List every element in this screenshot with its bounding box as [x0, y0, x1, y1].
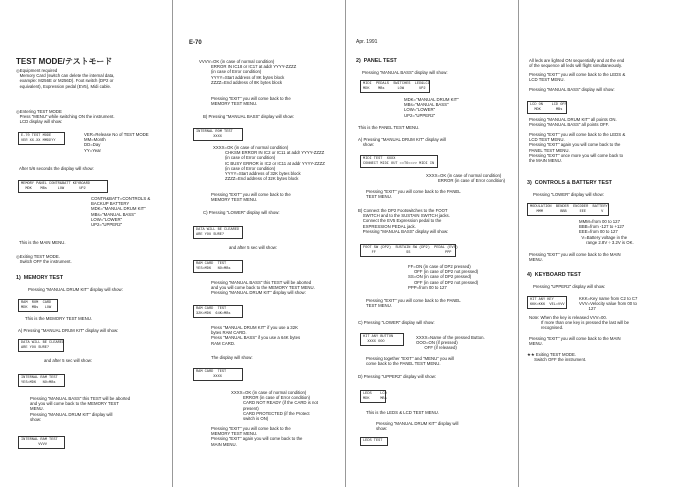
exit-note-panel-1: Pressing "EXIT" you will come back to the PANEL TEST MENU.	[366, 189, 461, 200]
lcd-points-notes: Pressing "MANUAL DRUM KIT" all points ON. Pressing "MANUAL BASS" all points OFF.	[529, 117, 617, 128]
leds-menu-note: This is the LEDS & LCD TEST MENU.	[366, 410, 439, 415]
lcd-ram-card-size: RAM CARD TEST 32K=MDK 64K=MBs	[193, 305, 243, 318]
midi-result-legend: XXXX=OK (in case of normal condition) ERROR (in case of Error condition)	[426, 173, 506, 184]
panel-step-c: C) Pressing "LOWER" display will show:	[358, 320, 435, 325]
memory-step-a: A) Pressing "MANUAL DRUM KIT" display will show:	[18, 328, 119, 333]
panel-step-d: D) Pressing "UPPER2" display will show:	[358, 374, 437, 379]
page-1	[0, 0, 172, 487]
rom-result-legend: XXXX=OK (in case of normal condition) CHKSM ERROR IN IC2 or IC11 at addr YYYY-ZZZZ (in case of Error condition) IC BUSY ERROR in IC2 or IC11 at addr YYYY-ZZZZ (in case of Error condition) YYYY=Start address of 32K bytes block ZZZZ=End address of 32K bytes block	[213, 145, 325, 182]
memory-test-instruction: Pressing "MANUAL DRUM KIT" display will show:	[28, 287, 123, 292]
main-menu-legend: CONTR&BATT=CONTROLS & BACKUP BATTERY MDK="MANUAL DRUM KIT" MBs="MANUAL BASS" LOW="LOWER" UP2="UPPER2"	[91, 196, 151, 228]
leds-step: Pressing "MANUAL DRUM KIT" display will show:	[376, 421, 459, 432]
exiting-test-mode: ◎Exiting TEST MODE. Switch OFF the instrument.	[16, 254, 72, 265]
memory-step-a-notes: Pressing "MANUAL BASS" this TEST will be aborted and you will come back to the MEMORY TEST MENU. Pressing "MANUAL DRUM KIT" display will show:	[30, 396, 131, 422]
page-4	[519, 0, 690, 487]
section-controls-battery: 3) CONTROLS & BATTERY TEST	[527, 180, 612, 186]
lcd-internal-rom: INTERNAL ROM TEST XXXX	[193, 128, 243, 141]
exit-note-controls: Pressing "EXIT" you will come back to the MAIN MENU.	[529, 252, 621, 263]
lcd-leds-test: LEDS TEST	[360, 437, 388, 446]
button-result-legend: XXXX=Name of the pressed Button. OOO=ON (if pressed) OFF (if released)	[416, 335, 485, 351]
exit-note-keyboard: Pressing "EXIT" you will come back to the MAIN MENU.	[529, 336, 621, 347]
controls-legend: MMM=from 00 to 127 BBB=from -127 to +127 EEE=from 00 to 127 V=Battery voltage in the range 2.8V ÷ 3.2V is OK.	[579, 219, 634, 245]
section-panel-test: 2) PANEL TEST	[356, 58, 397, 64]
main-menu-note: This is the MAIN MENU.	[19, 240, 66, 245]
after-5-sec: and after 5 sec will show:	[44, 358, 93, 363]
panel-step-b: B) Connect the DP2 Footswitches to the FOOT SWITCH and to the SUSTAIN SWITCH jacks. Connect the EV5 Expression pedal to the EXPRESSION PEDAL jack. Pressing "MANUAL BASS" display will show:	[358, 208, 450, 234]
lcd-version: E-70 TEST MODE VER XX.XX MMDDYY	[18, 132, 65, 145]
keyboard-instruction: Pressing "UPPER2" display will show:	[533, 284, 606, 289]
lcd-midi-test: MIDI TEST XXXX CONNECT MIDI OUT ==TO==>> MIDI IN	[360, 155, 438, 168]
lcd-memory-menu: RAM ROM CARD MDK MBs LOW	[18, 299, 58, 312]
lcd-hit-any-button: HIT ANY BUTTON XXXX OOO	[360, 333, 404, 346]
lcd-pedal-test: FOOT SW (DP2) SUSTAIN SW (DP2) PEDAL (EV5) FF SS PPP	[360, 244, 456, 257]
lcd-main-menu: MEMORY PANEL CONTR&BATT KEYBOARD MDK MBs LOW UP2	[18, 180, 108, 193]
lcd-step: Pressing "MANUAL BASS" display will show:	[529, 87, 615, 92]
ram-card-result-legend: XXXX=OK (in case of normal condition) ERROR (in case of Error condition) CARD NOT READY (if the CARD is not present) CARD PROTECTED (if the Protect switch is ON)	[231, 390, 318, 422]
equipment-required: ◎Equipment required Memory Card (switch can delete the internal data, example: M256E or M256D). Foot switch (DP2 or equivalent), Expression pedal (EV5), Midi cable.	[16, 68, 115, 89]
panel-menu-legend: MDK="MANUAL DRUM KIT" MBs="MANUAL BASS" LOW="LOWER" UP2="UPPER2"	[404, 97, 459, 118]
keyboard-note: Note: When the key is released VVV=00. If more than one key is pressed the last will be recognised.	[529, 315, 630, 331]
keyboard-legend: KKK=Key name from C2 to C7 VVV=Velocity value from 00 to 127	[579, 296, 638, 312]
section-keyboard-test: 4) KEYBOARD TEST	[527, 272, 581, 278]
exit-note-leds-2: Pressing "EXIT" you will come back to the LEDS & LCD TEST MENU. Pressing "EXIT" again you will come back to the PANEL TEST MENU. Pressing "EXIT" once more you will come back to the MAIN MENU.	[529, 132, 626, 164]
lcd-leds-menu: LEDS LCD MDK MBs	[360, 390, 386, 403]
lcd-internal-ram-result: INTERNAL RAM TEST VVVV	[18, 436, 65, 449]
lcd-on-off: LCD ON LCD OFF MDK MBs	[527, 101, 567, 114]
page-2	[173, 0, 345, 487]
lcd-controls-test: MODULATION BENDER ENCODER BATTERY MMM BBB EEE V	[527, 203, 609, 216]
exit-note-leds-1: Pressing "EXIT" you will come back to the LEDS & LCD TEST MENU.	[529, 72, 626, 83]
lcd-panel-menu: MIDI PEDALS SWITCHES LED&LCD MDK MBs LOW UP2	[360, 80, 430, 93]
exiting-test-mode-final: ★★ Exiting TEST MODE. Switch OFF the instrument.	[527, 352, 587, 363]
panel-menu-note: This is the PANEL TEST MENU.	[358, 125, 420, 130]
lcd-ram-card-result: RAM CARD TEST XXXX	[193, 368, 243, 381]
controls-instruction: Pressing "LOWER" display will show:	[533, 192, 604, 197]
exit-note-3: Pressing "EXIT" you will come back to the MEMORY TEST MENU. Pressing "EXIT" again you will come back to the MAIN MENU.	[211, 426, 303, 447]
ram-card-notes: Pressing "MANUAL BASS" this TEST will be aborted and you will come back to the MEMORY TEST MENU. Pressing "MANUAL DRUM KIT" display will show:	[211, 280, 315, 296]
memory-step-c: C) Pressing "LOWER" display will show:	[203, 210, 280, 215]
version-legend: VER=Release No of TEST MODE MM=Month DD=Day YY=Year	[84, 132, 149, 153]
entering-test-mode: ◎Entering TEST MODE Press "MENU" while switching ON the instrument. LCD display will show:	[16, 109, 115, 125]
page-title: TEST MODE/テストモード	[16, 57, 113, 66]
exit-note-panel-3: Pressing together "EXIT" and "MENU" you will come back to the PANEL TEST MENU.	[366, 356, 455, 367]
exit-note-panel-2: Pressing "EXIT" you will come back to the PANEL TEST MENU.	[366, 298, 461, 309]
lcd-hit-any-key: HIT ANY KEY KKK=KKK VEL=VVV	[527, 296, 567, 309]
panel-test-instruction: Pressing "MANUAL BASS" display will show:	[362, 70, 448, 75]
panel-step-a: A) Pressing "MANUAL DRUM KIT" display will show:	[358, 137, 446, 148]
display-will-show: The display will show:	[211, 355, 253, 360]
lcd-data-cleared: DATA WILL BE CLEARED ARE YOU SURE?	[18, 339, 64, 352]
page-header: Apr. 1991	[356, 39, 378, 45]
section-memory-test: 1) MEMORY TEST	[16, 275, 64, 281]
after-5-seconds: After 5/6 seconds the display will show:	[19, 166, 94, 171]
memory-menu-note: This is the MEMORY TEST MENU.	[25, 316, 93, 321]
memory-step-b: B) Pressing "MANUAL BASS" display will show:	[203, 114, 295, 119]
pedal-result-legend: FF=ON (in case of DP2 pressed) OFF (in case of DP2 not pressed) SS=ON (in case of DP2 pressed) OFF (in case of DP2 not pressed) PPP=from 00 to 127	[408, 264, 479, 290]
lcd-internal-ram: INTERNAL RAM TEST YES=MDK NO=MBs	[18, 374, 65, 387]
lcd-ram-card-test: RAM CARD TEST YES=MDK NO=MBs	[193, 260, 243, 273]
exit-note-1: Pressing "EXIT" you will come back to the MEMORY TEST MENU.	[211, 96, 291, 107]
leds-test-description: All leds are lighted ON sequentially and at the end of the sequence all leds will flight simultaneously.	[529, 58, 625, 69]
after-5-sec-card: and after 5 sec will show:	[229, 245, 278, 250]
ram-result-legend: VVVV=OK (in case of normal condition) ERROR IN IC18 or IC17 at addr YYYY-ZZZZ (in case of Error condition) YYYY=Start address of 8K bytes block ZZZZ=End address of 8K bytes block	[199, 59, 297, 85]
page-3	[346, 0, 518, 487]
ram-card-size-notes: Press "MANUAL DRUM KIT" if you use a 32K bytes RAM CARD. Press "MANUAL BASS" if you use a 64K bytes RAM CARD.	[211, 325, 301, 346]
lcd-data-cleared-card: DATA WILL BE CLEARED ARE YOU SURE?	[193, 226, 243, 239]
page-header: E-70	[189, 40, 202, 46]
exit-note-2: Pressing "EXIT" you will come back to the MEMORY TEST MENU.	[211, 192, 291, 203]
